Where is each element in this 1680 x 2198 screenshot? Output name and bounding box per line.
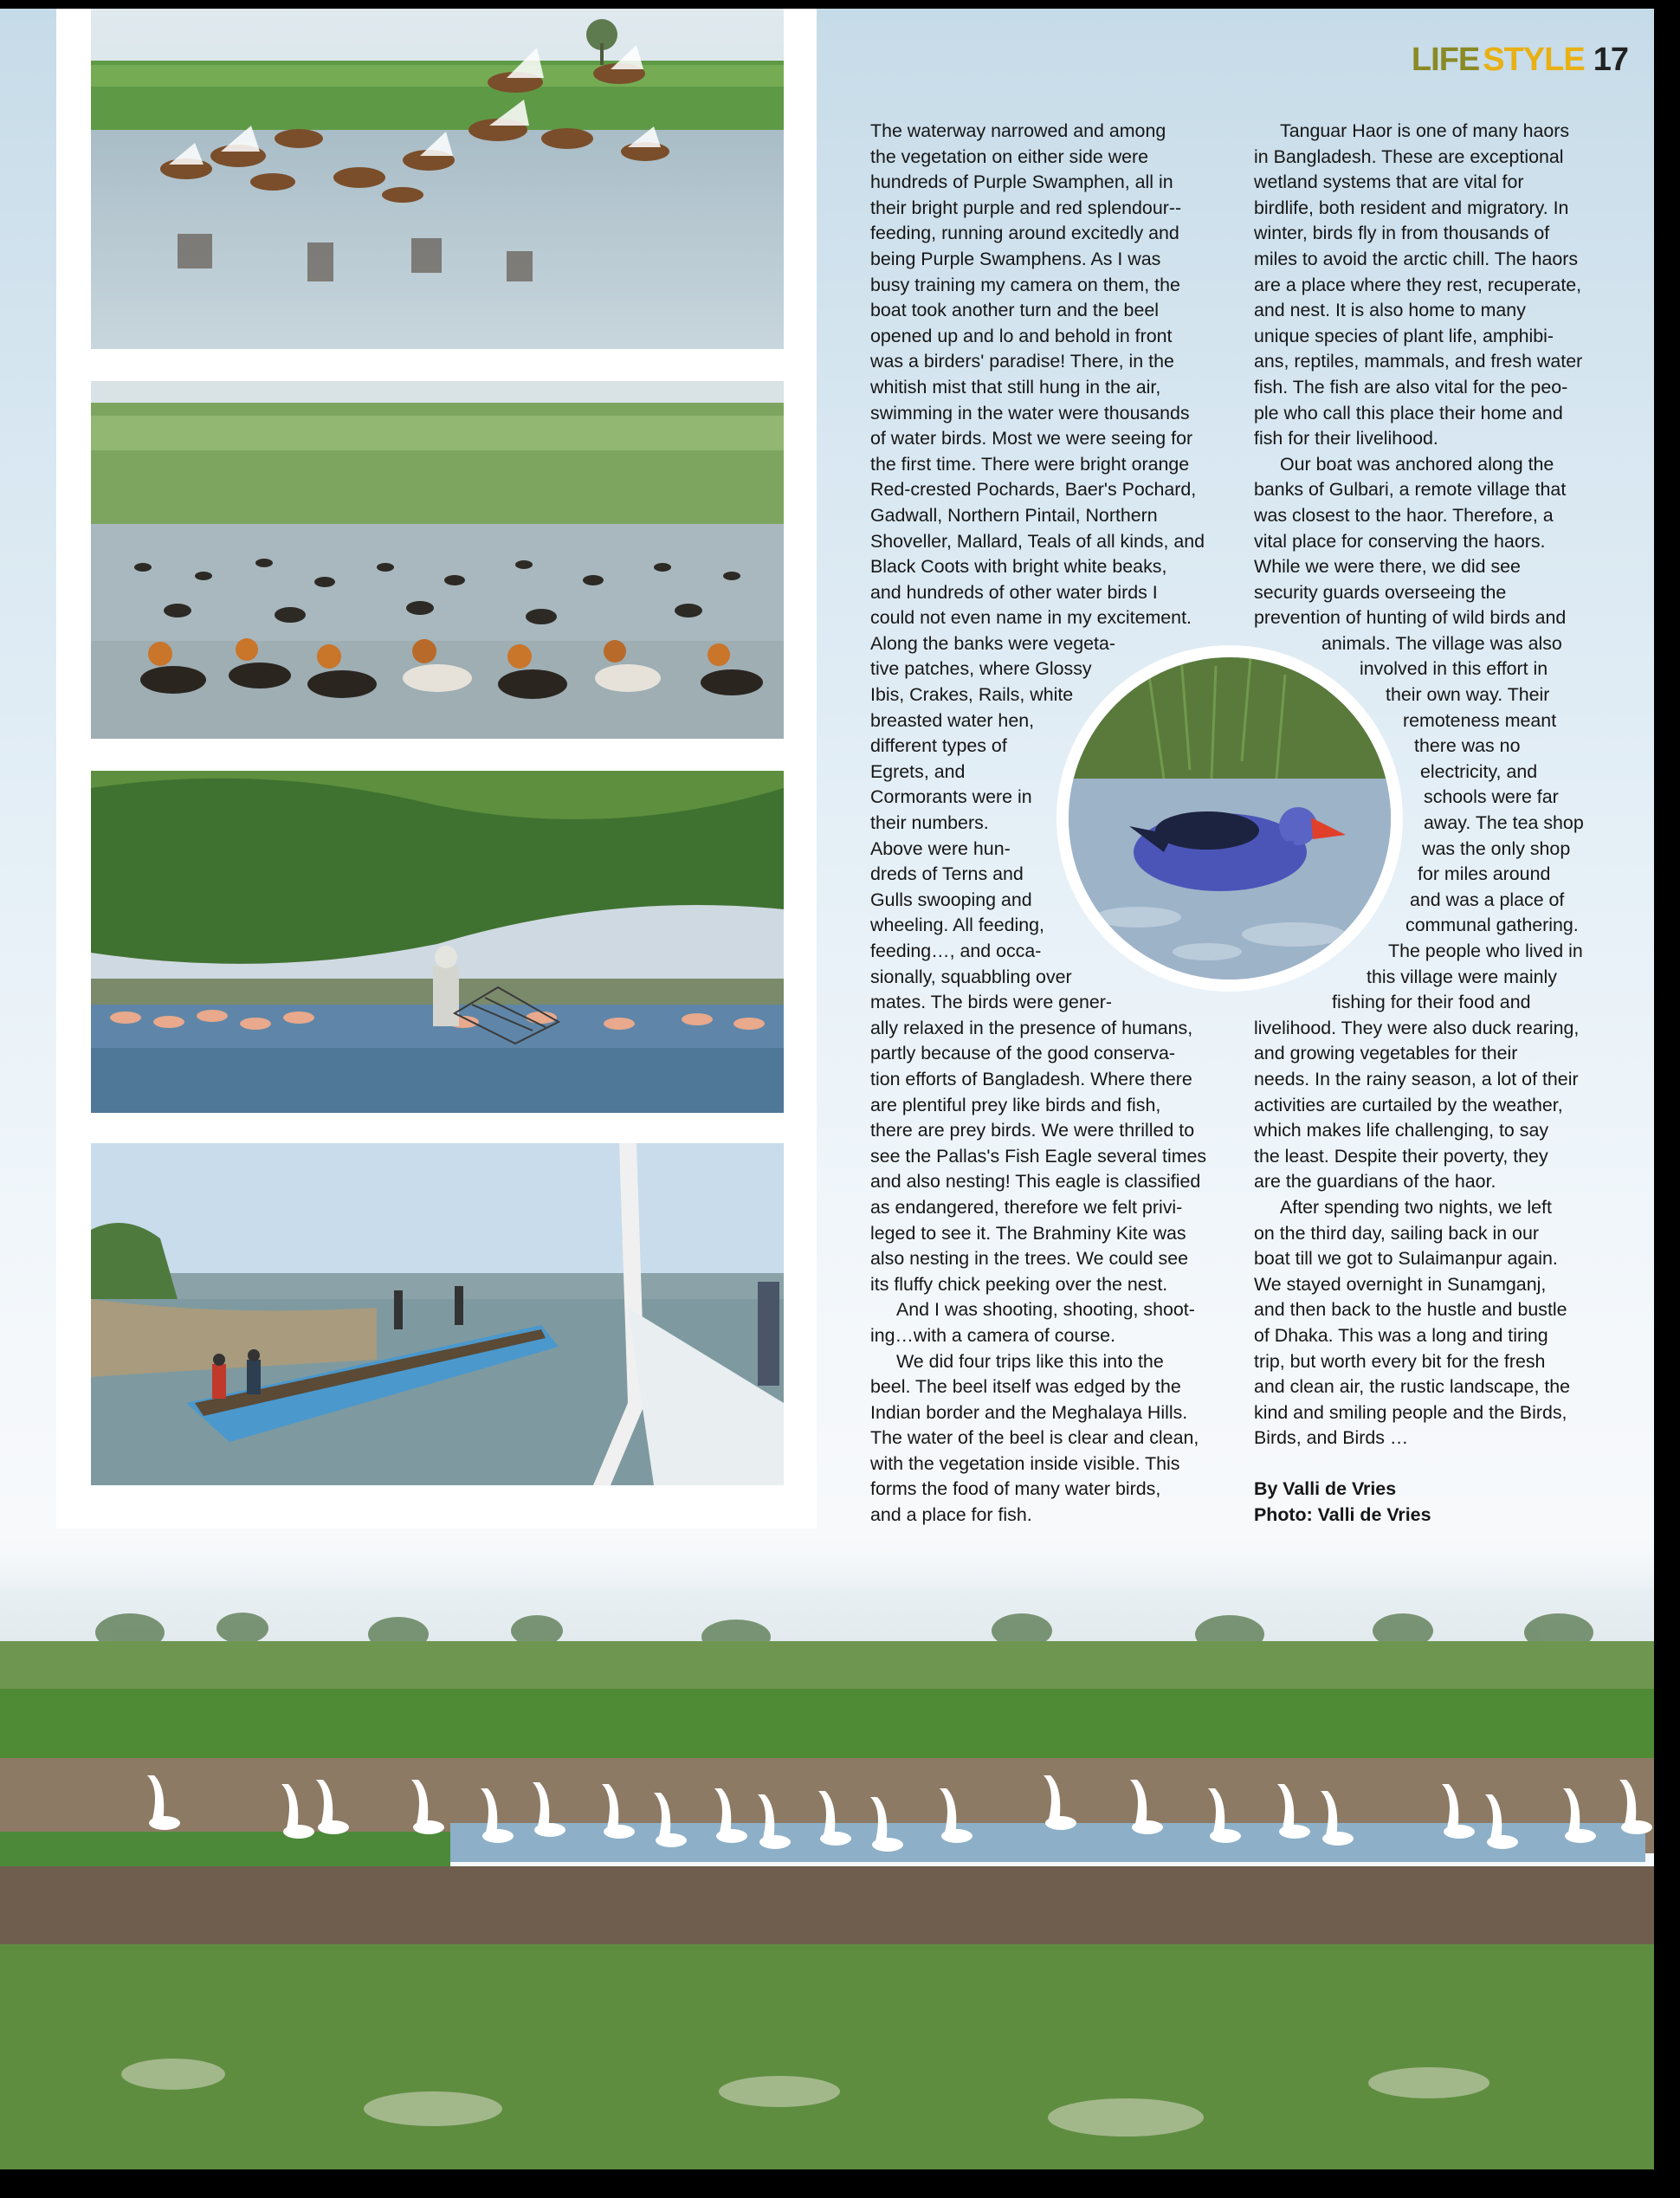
- text-line: fish. The fish are also vital for the peo-: [1254, 376, 1568, 398]
- text-line: ans, reptiles, mammals, and fresh water: [1254, 351, 1583, 372]
- text-line: was closest to the haor. Therefore, a: [1254, 504, 1554, 526]
- byline-author: By Valli de Vries: [1254, 1478, 1397, 1500]
- text-line: schools were far: [1424, 786, 1559, 808]
- byline: [1254, 1477, 1609, 1528]
- text-line: could not even name in my excitement.: [870, 607, 1192, 629]
- text-line: leged to see it. The Brahminy Kite was: [870, 1222, 1186, 1244]
- page-number: 17: [1593, 42, 1628, 78]
- text-line: swimming in the water were thousands: [870, 402, 1190, 423]
- text-line: and also nesting! This eagle is classified: [870, 1171, 1201, 1193]
- text-line: birdlife, both resident and migratory. In: [1254, 197, 1569, 218]
- text-line: their bright purple and red splendour--: [870, 197, 1182, 218]
- text-line: dreds of Terns and: [870, 863, 1024, 885]
- text-line: was a birders' paradise! There, in the: [870, 351, 1174, 372]
- text-line: their own way. Their: [1386, 684, 1550, 706]
- text-line: are a place where they rest, recuperate,: [1254, 274, 1582, 295]
- text-line: and clean air, the rustic landscape, the: [1254, 1376, 1571, 1398]
- text-line: ple who call this place their home and: [1254, 402, 1563, 423]
- text-line: and a place for fish.: [870, 1504, 1032, 1526]
- text-line: partly because of the good conserva-: [870, 1043, 1175, 1064]
- text-line: involved in this effort in: [1360, 658, 1548, 680]
- text-line: tive patches, where Glossy: [870, 658, 1092, 680]
- text-line: the vegetation on either side were: [870, 145, 1149, 167]
- text-line: winter, birds fly in from thousands of: [1254, 223, 1550, 244]
- text-line: Egrets, and: [870, 760, 966, 782]
- text-line: breasted water hen,: [870, 709, 1035, 731]
- magazine-page: [0, 9, 1654, 2169]
- text-line: fish for their livelihood.: [1254, 428, 1438, 449]
- text-line: this village were mainly: [1367, 966, 1557, 987]
- text-line: feeding…, and occa-: [870, 941, 1042, 961]
- text-line: Tanguar Haor is one of many haors: [1280, 120, 1570, 141]
- text-line: The water of the beel is clear and clean,: [870, 1427, 1199, 1449]
- text-line: being Purple Swamphens. As I was: [870, 248, 1161, 269]
- photo-fisherman: [91, 771, 784, 1113]
- text-line: The people who lived in: [1388, 941, 1583, 961]
- text-line: The waterway narrowed and among: [870, 120, 1166, 141]
- text-line: are plentiful prey like birds and fish,: [870, 1094, 1161, 1115]
- text-line: ing…with a camera of course.: [870, 1324, 1115, 1346]
- text-line: banks of Gulbari, a remote village that: [1254, 479, 1567, 501]
- text-line: miles to avoid the arctic chill. The haors: [1254, 248, 1579, 269]
- text-line: Along the banks were vegeta-: [870, 632, 1116, 654]
- text-line: and nest. It is also home to many: [1254, 300, 1526, 321]
- text-line: hundreds of Purple Swamphen, all in: [870, 171, 1173, 193]
- text-line: there was no: [1414, 735, 1521, 757]
- text-line: Shoveller, Mallard, Teals of all kinds, and: [870, 530, 1205, 552]
- text-line: of Dhaka. This was a long and tiring: [1254, 1324, 1548, 1346]
- text-line: Black Coots with bright white beaks,: [870, 556, 1167, 578]
- text-line: communal gathering.: [1405, 915, 1579, 936]
- text-line: are the guardians of the haor.: [1254, 1171, 1496, 1193]
- text-line: Red-crested Pochards, Baer's Pochard,: [870, 479, 1197, 501]
- section-name-style: STYLE: [1483, 42, 1585, 78]
- text-line: animals. The village was also: [1321, 632, 1562, 654]
- text-line: and hundreds of other water birds I: [870, 581, 1158, 603]
- text-line: activities are curtailed by the weather,: [1254, 1094, 1563, 1115]
- section-name-life: LIFE: [1411, 42, 1480, 78]
- text-line: vital place for conserving the haors.: [1254, 530, 1546, 552]
- text-line: boat took another turn and the beel: [870, 300, 1159, 321]
- text-line: was the only shop: [1422, 837, 1571, 859]
- text-line: prevention of hunting of wild birds and: [1254, 607, 1567, 629]
- text-line: and then back to the hustle and bustle: [1254, 1299, 1567, 1321]
- text-line: livelihood. They were also duck rearing,: [1254, 1017, 1580, 1038]
- text-line: fishing for their food and: [1332, 992, 1531, 1013]
- photo-boats: [91, 1143, 784, 1485]
- text-line: in Bangladesh. These are exceptional: [1254, 145, 1564, 167]
- text-line: wheeling. All feeding,: [870, 915, 1044, 936]
- text-line: trip, but worth every bit for the fresh: [1254, 1350, 1546, 1372]
- text-line: Gadwall, Northern Pintail, Northern: [870, 504, 1158, 526]
- text-line: beel. The beel itself was edged by the: [870, 1376, 1181, 1398]
- text-line: its fluffy chick peeking over the nest.: [870, 1273, 1168, 1295]
- text-line: Birds, and Birds …: [1254, 1427, 1409, 1449]
- text-line: also nesting in the trees. We could see: [870, 1248, 1189, 1270]
- text-line: see the Pallas's Fish Eagle several times: [870, 1145, 1207, 1167]
- text-line: sionally, squabbling over: [870, 966, 1072, 987]
- text-line: on the third day, sailing back in our: [1254, 1222, 1539, 1244]
- photo-egrets-panorama: [0, 1537, 1654, 2169]
- text-line: boat till we got to Sulaimanpur again.: [1254, 1248, 1558, 1270]
- text-line: different types of: [870, 735, 1007, 757]
- text-line: And I was shooting, shooting, shoot-: [896, 1299, 1195, 1321]
- text-line: busy training my camera on them, the: [870, 274, 1180, 295]
- text-line: needs. In the rainy season, a lot of their: [1254, 1068, 1579, 1089]
- text-line: opened up and lo and behold in front: [870, 325, 1173, 346]
- text-line: Our boat was anchored along the: [1280, 453, 1554, 475]
- byline-photo: Photo: Valli de Vries: [1254, 1504, 1431, 1526]
- text-line: the first time. There were bright orange: [870, 453, 1190, 475]
- text-line: there are prey birds. We were thrilled to: [870, 1120, 1195, 1141]
- text-line: After spending two nights, we left: [1280, 1196, 1552, 1218]
- text-line: unique species of plant life, amphibi-: [1254, 325, 1554, 346]
- text-line: While we were there, we did see: [1254, 556, 1521, 578]
- text-line: kind and smiling people and the Birds,: [1254, 1401, 1567, 1423]
- section-header: [1412, 42, 1628, 79]
- photo-pochards: [91, 381, 784, 739]
- text-line: of water birds. Most we were seeing for: [870, 428, 1193, 449]
- photo-flying-ducks: [91, 9, 784, 349]
- text-line: which makes life challenging, to say: [1254, 1120, 1549, 1141]
- text-line: whitish mist that still hung in the air,: [870, 376, 1161, 398]
- text-line: We stayed overnight in Sunamganj,: [1254, 1273, 1547, 1295]
- text-line: the least. Despite their poverty, they: [1254, 1145, 1548, 1167]
- text-line: and was a place of: [1410, 889, 1565, 910]
- text-line: ally relaxed in the presence of humans,: [870, 1017, 1193, 1038]
- text-line: electricity, and: [1420, 760, 1538, 782]
- text-line: and growing vegetables for their: [1254, 1043, 1518, 1064]
- text-line: wetland systems that are vital for: [1254, 171, 1524, 193]
- text-line: feeding, running around excitedly and: [870, 223, 1179, 244]
- text-line: for miles around: [1418, 863, 1551, 885]
- text-line: Cormorants were in: [870, 786, 1032, 808]
- text-line: forms the food of many water birds,: [870, 1478, 1161, 1500]
- text-line: tion efforts of Bangladesh. Where there: [870, 1068, 1192, 1089]
- text-line: mates. The birds were gener-: [870, 992, 1112, 1013]
- text-line: their numbers.: [870, 812, 989, 834]
- text-line: Gulls swooping and: [870, 889, 1032, 910]
- text-line: We did four trips like this into the: [896, 1350, 1164, 1372]
- text-line: Ibis, Crakes, Rails, white: [870, 684, 1074, 706]
- text-line: away. The tea shop: [1424, 812, 1584, 834]
- text-line: with the vegetation inside visible. This: [870, 1452, 1180, 1474]
- text-line: remoteness meant: [1403, 709, 1557, 731]
- text-line: security guards overseeing the: [1254, 581, 1507, 603]
- circle-photo-swamphen: [1056, 645, 1403, 992]
- photo-panel: [56, 9, 817, 1529]
- text-line: Above were hun-: [870, 837, 1011, 859]
- text-line: Indian border and the Meghalaya Hills.: [870, 1401, 1188, 1423]
- text-line: as endangered, therefore we felt privi-: [870, 1196, 1183, 1218]
